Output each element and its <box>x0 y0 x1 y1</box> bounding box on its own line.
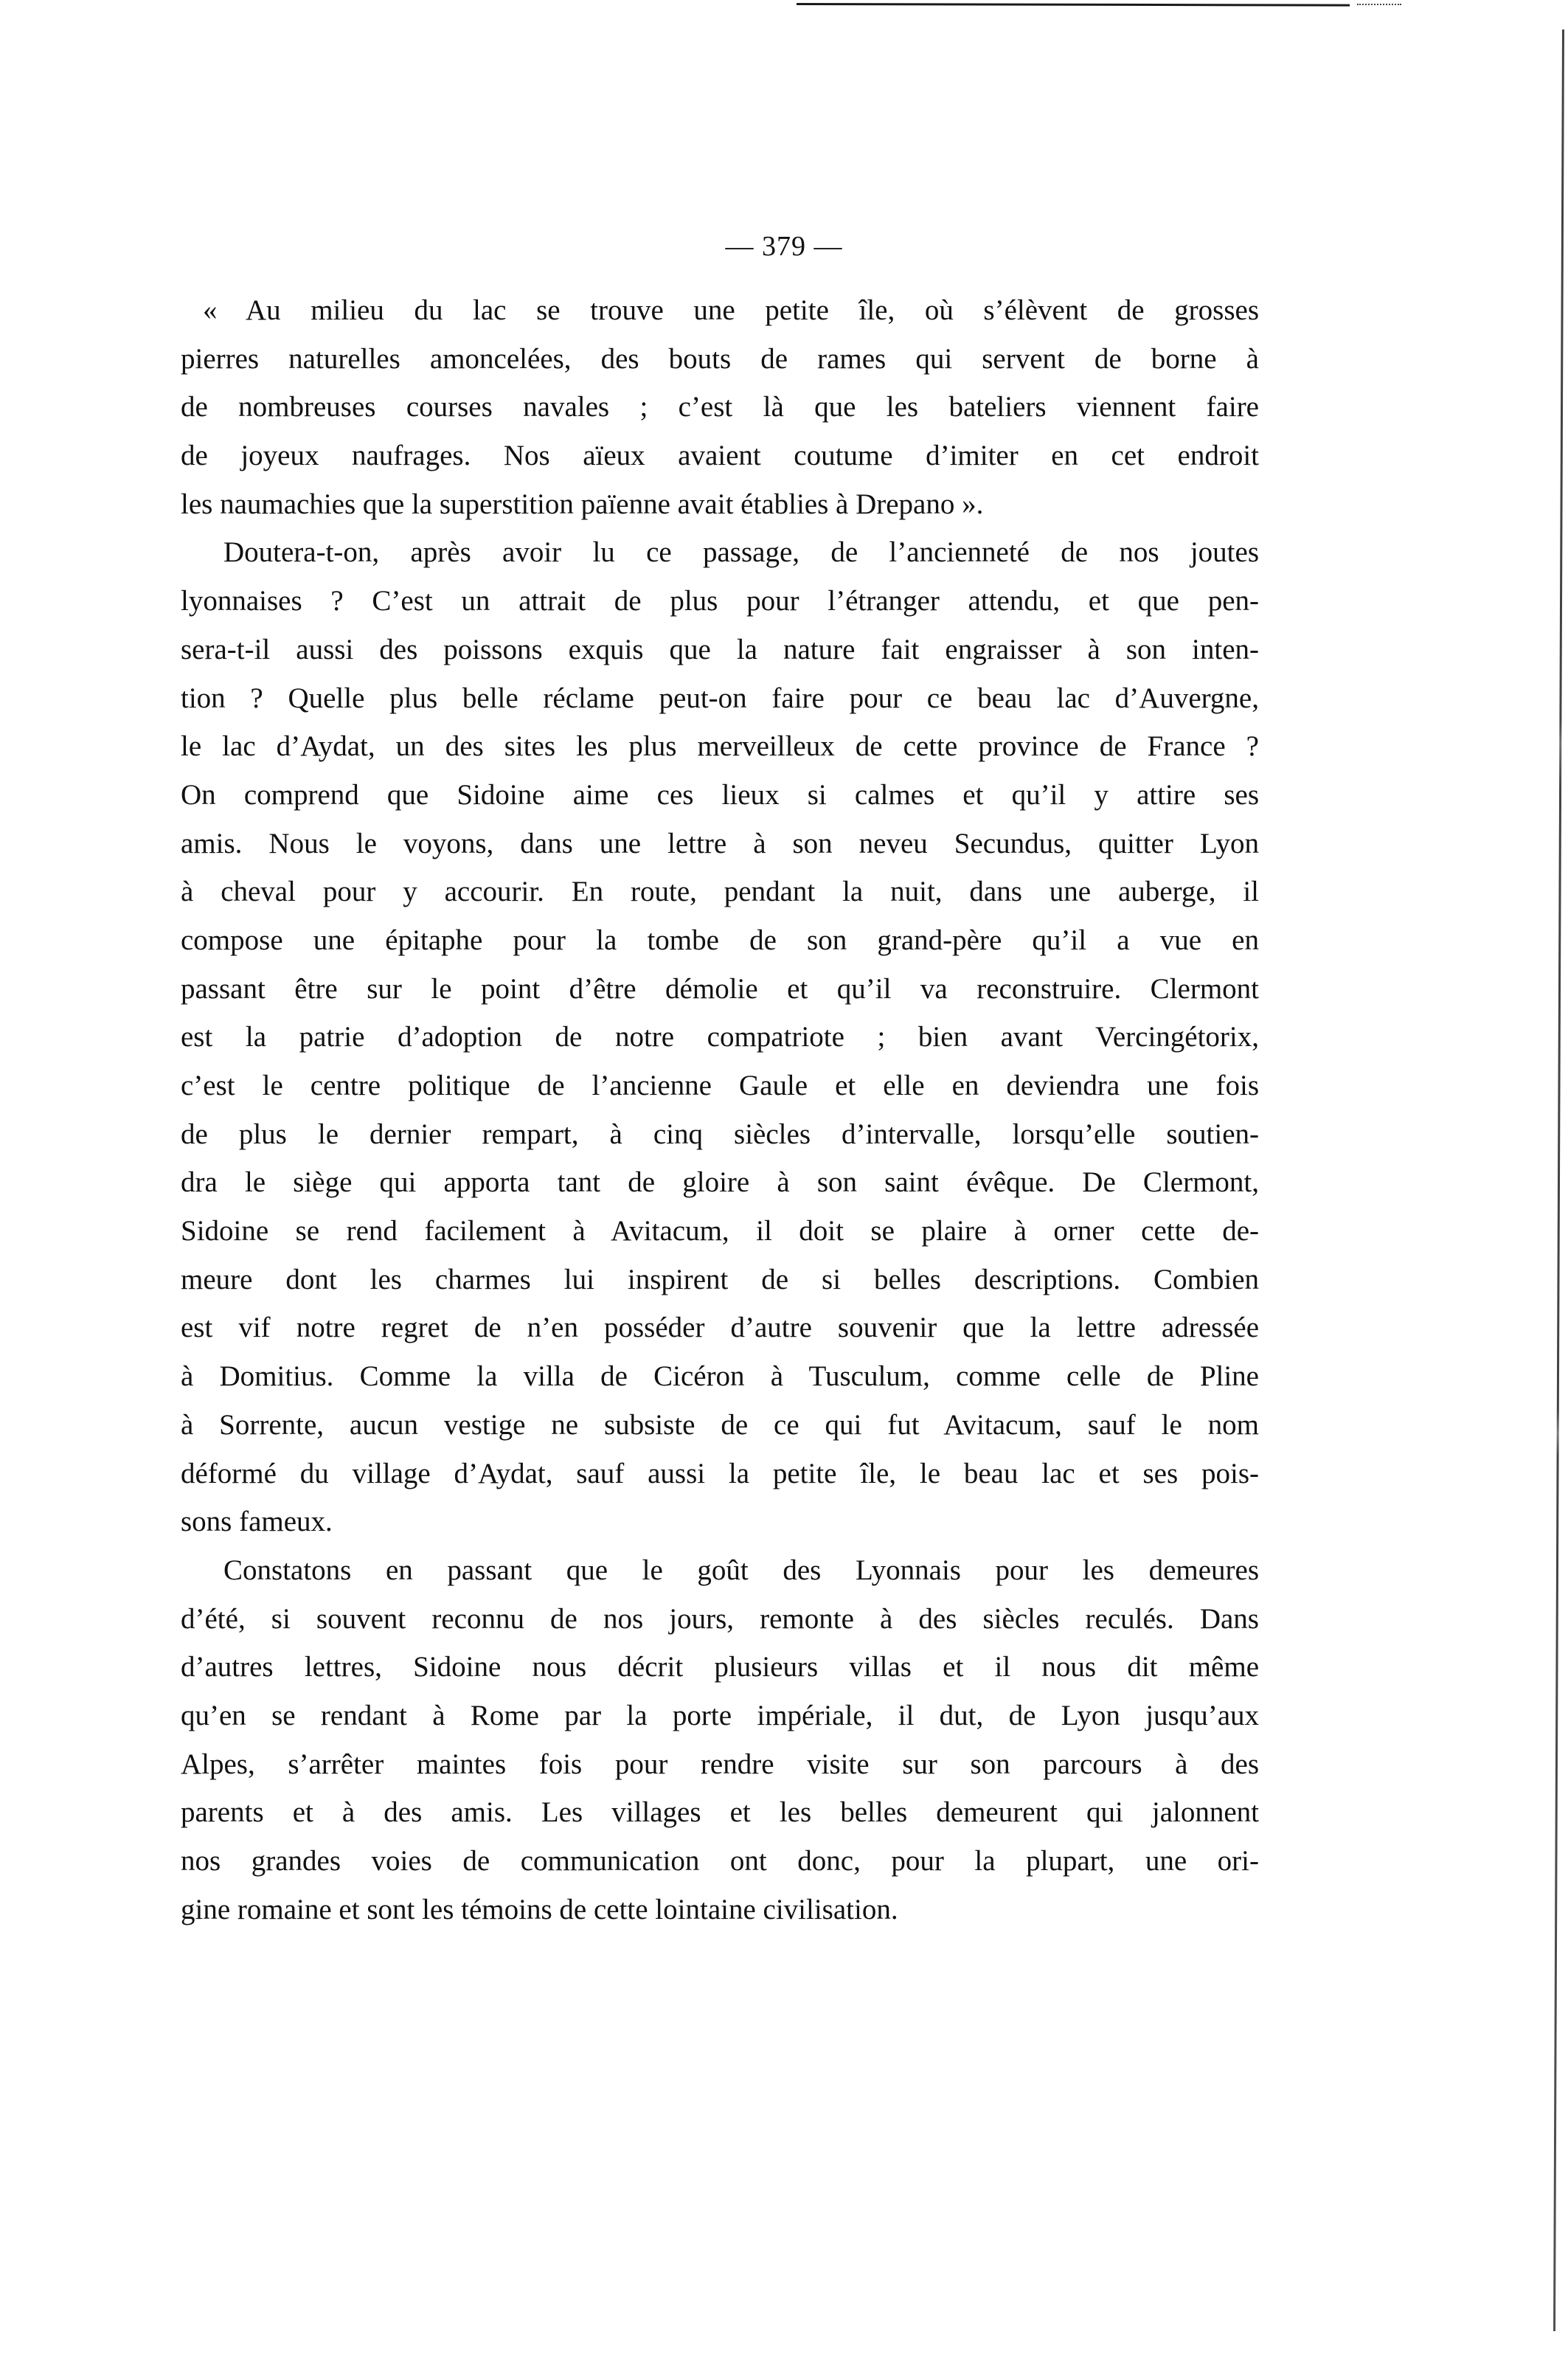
text-line: Alpes, s’arrêter maintes fois pour rendre visite sur son parcours à des <box>181 1748 1259 1780</box>
text-line: compose une épitaphe pour la tombe de son grand-père qu’il a vue en <box>181 924 1259 956</box>
text-line: le lac d’Aydat, un des sites les plus merveilleux de cette province de France ? <box>181 730 1259 763</box>
text-line: lyonnaises ? C’est un attrait de plus pour l’étranger attendu, et que pen- <box>181 585 1259 617</box>
text-line: dra le siège qui apporta tant de gloire à son saint évêque. De Clermont, <box>181 1166 1259 1199</box>
text-line: amis. Nous le voyons, dans une lettre à son neveu Secundus, quitter Lyon <box>181 827 1259 859</box>
text-line: sera-t-il aussi des poissons exquis que la nature fait engraisser à son inten- <box>181 633 1259 665</box>
text-line: d’été, si souvent reconnu de nos jours, remonte à des siècles reculés. Dans <box>181 1602 1259 1635</box>
text-line: de joyeux naufrages. Nos aïeux avaient coutume d’imiter en cet endroit <box>181 440 1259 472</box>
paragraph-doutera <box>181 528 1259 1546</box>
text-line: nos grandes voies de communication ont donc, pour la plupart, une ori- <box>181 1845 1259 1877</box>
scan-page-edge <box>1553 30 1564 2331</box>
text-line: sons fameux. <box>181 1506 333 1538</box>
text-line: déformé du village d’Aydat, sauf aussi la petite île, le beau lac et ses pois- <box>181 1457 1259 1489</box>
text-line: meure dont les charmes lui inspirent de si belles descriptions. Combien <box>181 1263 1259 1295</box>
text-line: c’est le centre politique de l’ancienne Gaule et elle en deviendra une fois <box>181 1070 1259 1101</box>
text-line: parents et à des amis. Les villages et les belles demeurent qui jalonnent <box>181 1796 1259 1829</box>
text-line: de plus le dernier rempart, à cinq siècles d’intervalle, lorsqu’elle soutien- <box>181 1118 1259 1150</box>
text-line: qu’en se rendant à Rome par la porte impériale, il dut, de Lyon jusqu’aux <box>181 1699 1259 1731</box>
text-line: à cheval pour y accourir. En route, pendant la nuit, dans une auberge, il <box>181 876 1259 908</box>
text-line: à Sorrente, aucun vestige ne subsiste de ce qui fut Avitacum, sauf le nom <box>181 1408 1259 1441</box>
scan-artifact-top-rule <box>797 3 1350 7</box>
text-line: Doutera-t-on, après avoir lu ce passage, de l’ancienneté de nos joutes <box>223 536 1259 569</box>
text-line: d’autres lettres, Sidoine nous décrit plusieurs villas et il nous dit même <box>181 1651 1259 1683</box>
page-number: — 379 — <box>725 231 843 262</box>
text-line: gine romaine et sont les témoins de cette lointaine civilisation. <box>181 1893 898 1925</box>
text-line: est vif notre regret de n’en posséder d’autre souvenir que la lettre adressée <box>181 1312 1259 1344</box>
text-line: Sidoine se rend facilement à Avitacum, il doit se plaire à orner cette de- <box>181 1215 1259 1247</box>
paragraph-quote <box>181 286 1259 528</box>
text-line: passant être sur le point d’être démolie et qu’il va reconstruire. Clermont <box>181 972 1259 1005</box>
text-line: est la patrie d’adoption de notre compatriote ; bien avant Vercingétorix, <box>181 1021 1259 1053</box>
text-line: Constatons en passant que le goût des Lyonnais pour les demeures <box>223 1554 1259 1586</box>
text-line: tion ? Quelle plus belle réclame peut-on faire pour ce beau lac d’Auvergne, <box>181 682 1259 714</box>
text-line: « Au milieu du lac se trouve une petite île, où s’élèvent de grosses <box>203 294 1259 326</box>
body-text <box>181 286 1259 1934</box>
text-line: pierres naturelles amoncelées, des bouts de rames qui servent de borne à <box>181 342 1259 375</box>
text-line: On comprend que Sidoine aime ces lieux si calmes et qu’il y attire ses <box>181 778 1259 811</box>
paragraph-constatons <box>181 1546 1259 1934</box>
text-line: les naumachies que la superstition païenne avait établies à Drepano ». <box>181 488 984 520</box>
text-line: à Domitius. Comme la villa de Cicéron à Tusculum, comme celle de Pline <box>181 1360 1259 1393</box>
text-line: de nombreuses courses navales ; c’est là que les bateliers viennent faire <box>181 391 1259 423</box>
scan-artifact-top-dots <box>1357 4 1401 7</box>
